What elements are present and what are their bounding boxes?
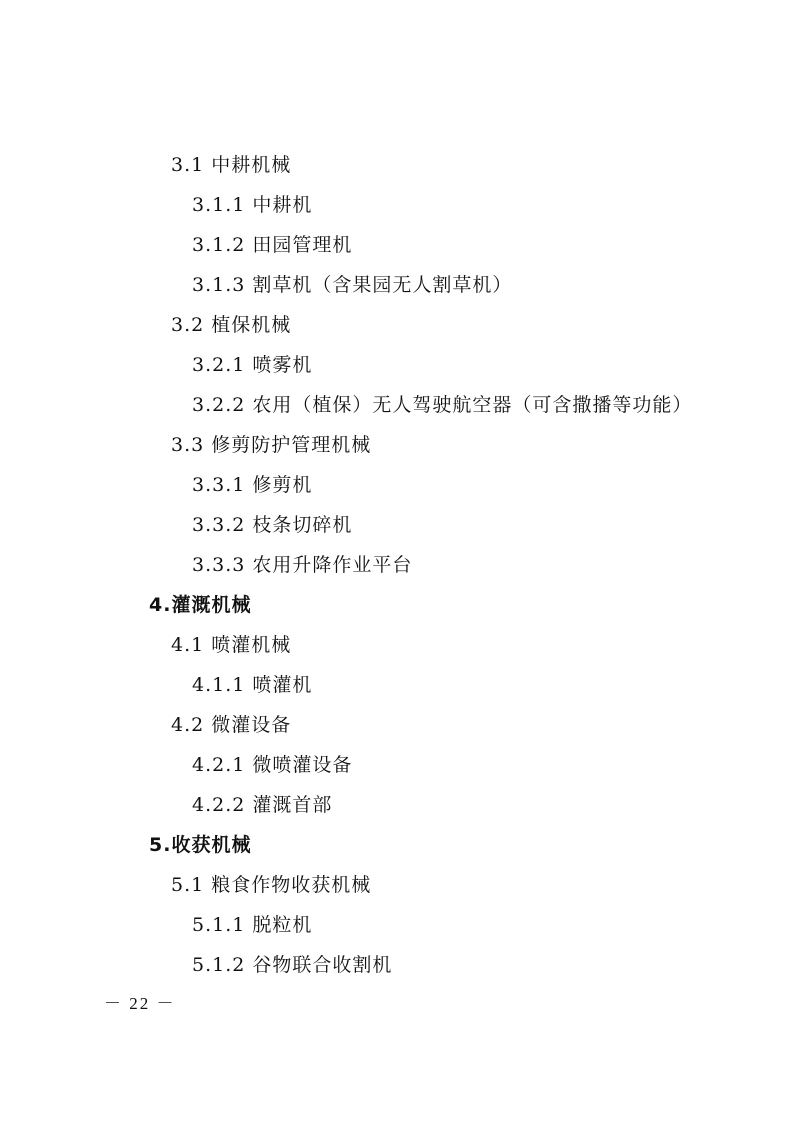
item-5-1-2: 5.1.2 谷物联合收割机	[192, 954, 393, 976]
section-3-1: 3.1 中耕机械	[171, 154, 292, 176]
item-3-3-3: 3.3.3 农用升降作业平台	[192, 554, 413, 576]
heading-5: 5.收获机械	[149, 834, 252, 856]
item-3-1-1: 3.1.1 中耕机	[192, 194, 313, 216]
item-3-3-2: 3.3.2 枝条切碎机	[192, 514, 353, 536]
item-3-2-2: 3.2.2 农用（植保）无人驾驶航空器（可含撒播等功能）	[192, 394, 693, 416]
section-5-1: 5.1 粮食作物收获机械	[171, 874, 372, 896]
heading-4: 4.灌溉机械	[149, 594, 252, 616]
section-4-1: 4.1 喷灌机械	[171, 634, 292, 656]
item-3-1-2: 3.1.2 田园管理机	[192, 234, 353, 256]
item-5-1-1: 5.1.1 脱粒机	[192, 914, 313, 936]
item-3-2-1: 3.2.1 喷雾机	[192, 354, 313, 376]
section-3-2: 3.2 植保机械	[171, 314, 292, 336]
page-number: － 22 －	[104, 994, 176, 1013]
item-4-2-2: 4.2.2 灌溉首部	[192, 794, 333, 816]
item-3-3-1: 3.3.1 修剪机	[192, 474, 313, 496]
section-4-2: 4.2 微灌设备	[171, 714, 292, 736]
item-4-2-1: 4.2.1 微喷灌设备	[192, 754, 353, 776]
item-4-1-1: 4.1.1 喷灌机	[192, 674, 313, 696]
section-3-3: 3.3 修剪防护管理机械	[171, 434, 372, 456]
item-3-1-3: 3.1.3 割草机（含果园无人割草机）	[192, 274, 513, 296]
